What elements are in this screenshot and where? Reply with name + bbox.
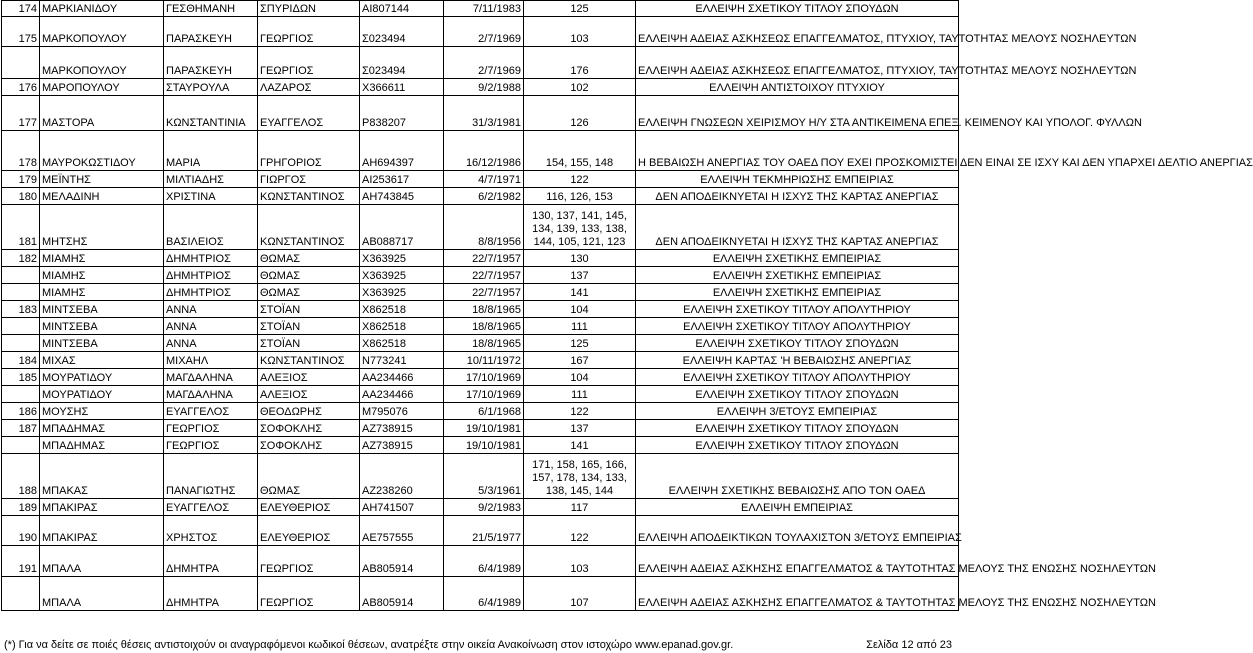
birth-date-cell: 9/2/1983 [444, 499, 524, 516]
birth-date-cell: 18/8/1965 [444, 301, 524, 318]
position-codes-cell: 130, 137, 141, 145, 134, 139, 133, 138, 144, 105, 121, 123 [524, 205, 636, 250]
birth-date-cell: 17/10/1969 [444, 369, 524, 386]
birth-date-cell: 5/3/1961 [444, 454, 524, 499]
rejection-reason-cell: ΕΛΛΕΙΨΗ ΣΧΕΤΙΚΟΥ ΤΙΤΛΟΥ ΑΠΟΛΥΤΗΡΙΟΥ [636, 318, 959, 335]
father-name-cell: ΕΛΕΥΘΕΡΙΟΣ [258, 516, 360, 546]
surname-cell: ΜΠΑΚΑΣ [40, 454, 164, 499]
surname-cell: ΜΠΑΛΑ [40, 546, 164, 577]
row-number: 179 [2, 171, 40, 188]
first-name-cell: ΒΑΣΙΛΕΙΟΣ [164, 205, 258, 250]
table-row [2, 301, 959, 318]
father-name-cell: ΣΤΟΪΑΝ [258, 318, 360, 335]
table-row [2, 577, 959, 611]
father-name-cell: ΓΕΩΡΓΙΟΣ [258, 577, 360, 611]
table-row [2, 369, 959, 386]
id-number-cell: Ρ838207 [360, 96, 444, 131]
first-name-cell: ΔΗΜΗΤΡΙΟΣ [164, 250, 258, 267]
id-number-cell: ΑΗ694397 [360, 131, 444, 171]
id-number-cell: Χ862518 [360, 301, 444, 318]
first-name-cell: ΓΕΩΡΓΙΟΣ [164, 437, 258, 454]
rejection-reason-cell: ΕΛΛΕΙΨΗ ΣΧΕΤΙΚΟΥ ΤΙΤΛΟΥ ΣΠΟΥΔΩΝ [636, 1, 959, 17]
first-name-cell: ΜΙΛΤΙΑΔΗΣ [164, 171, 258, 188]
position-codes-cell: 171, 158, 165, 166, 157, 178, 134, 133, 138, 145, 144 [524, 454, 636, 499]
table-row [2, 250, 959, 267]
table-row [2, 171, 959, 188]
first-name-cell: ΜΑΓΔΑΛΗΝΑ [164, 369, 258, 386]
birth-date-cell: 18/8/1965 [444, 335, 524, 352]
father-name-cell: ΘΕΟΔΩΡΗΣ [258, 403, 360, 420]
id-number-cell: ΑΑ234466 [360, 386, 444, 403]
position-codes-cell: 126 [524, 96, 636, 131]
row-number [2, 267, 40, 284]
birth-date-cell: 22/7/1957 [444, 284, 524, 301]
surname-cell: ΜΙΝΤΣΕΒΑ [40, 318, 164, 335]
applicants-table [1, 0, 1253, 611]
father-name-cell: ΣΤΟΪΑΝ [258, 335, 360, 352]
table-row [2, 267, 959, 284]
father-name-cell: ΣΠΥΡΙΔΩΝ [258, 1, 360, 17]
birth-date-cell: 6/1/1968 [444, 403, 524, 420]
surname-cell: ΜΑΡΚΙΑΝΙΔΟΥ [40, 1, 164, 17]
id-number-cell: ΑΗ743845 [360, 188, 444, 205]
birth-date-cell: 19/10/1981 [444, 420, 524, 437]
position-codes-cell: 116, 126, 153 [524, 188, 636, 205]
rejection-reason-cell: ΕΛΛΕΙΨΗ ΑΔΕΙΑΣ ΑΣΚΗΣΕΩΣ ΕΠΑΓΓΕΛΜΑΤΟΣ, ΠΤΥΧΙΟΥ, ΤΑΥΤΟΤΗΤΑΣ ΜΕΛΟΥΣ ΝΟΣΗΛΕΥΤΩΝ [636, 47, 959, 79]
row-number: 185 [2, 369, 40, 386]
rejection-reason-cell: ΔΕΝ ΑΠΟΔΕΙΚΝΥΕΤΑΙ Η ΙΣΧΥΣ ΤΗΣ ΚΑΡΤΑΣ ΑΝΕΡΓΙΑΣ [636, 188, 959, 205]
position-codes-cell: 104 [524, 369, 636, 386]
rejection-reason-cell: ΕΛΛΕΙΨΗ ΑΔΕΙΑΣ ΑΣΚΗΣΗΣ ΕΠΑΓΓΕΛΜΑΤΟΣ & ΤΑΥΤΟΤΗΤΑΣ ΜΕΛΟΥΣ ΤΗΣ ΕΝΩΣΗΣ ΝΟΣΗΛΕΥΤΩΝ [636, 546, 959, 577]
id-number-cell: ΑΒ805914 [360, 577, 444, 611]
rejection-reason-cell: ΕΛΛΕΙΨΗ ΚΑΡΤΑΣ 'Η ΒΕΒΑΙΩΣΗΣ ΑΝΕΡΓΙΑΣ [636, 352, 959, 369]
first-name-cell: ΑΝΝΑ [164, 318, 258, 335]
birth-date-cell: 8/8/1956 [444, 205, 524, 250]
id-number-cell: ΑΙ807144 [360, 1, 444, 17]
father-name-cell: ΣΤΟΪΑΝ [258, 301, 360, 318]
father-name-cell: ΣΟΦΟΚΛΗΣ [258, 420, 360, 437]
rejection-reason-cell: ΕΛΛΕΙΨΗ ΣΧΕΤΙΚΗΣ ΕΜΠΕΙΡΙΑΣ [636, 267, 959, 284]
rejection-reason-cell: ΕΛΛΕΙΨΗ ΑΔΕΙΑΣ ΑΣΚΗΣΗΣ ΕΠΑΓΓΕΛΜΑΤΟΣ & ΤΑΥΤΟΤΗΤΑΣ ΜΕΛΟΥΣ ΤΗΣ ΕΝΩΣΗΣ ΝΟΣΗΛΕΥΤΩΝ [636, 577, 959, 611]
table-row [2, 516, 959, 546]
father-name-cell: ΚΩΝΣΤΑΝΤΙΝΟΣ [258, 205, 360, 250]
id-number-cell: ΑΗ741507 [360, 499, 444, 516]
row-number: 174 [2, 1, 40, 17]
position-codes-cell: 122 [524, 171, 636, 188]
table-row [2, 420, 959, 437]
table-row [2, 1, 959, 17]
position-codes-cell: 122 [524, 403, 636, 420]
father-name-cell: ΘΩΜΑΣ [258, 267, 360, 284]
father-name-cell: ΓΕΩΡΓΙΟΣ [258, 47, 360, 79]
table-row [2, 499, 959, 516]
father-name-cell: ΑΛΕΞΙΟΣ [258, 386, 360, 403]
rejection-reason-cell: ΕΛΛΕΙΨΗ ΣΧΕΤΙΚΗΣ ΒΕΒΑΙΩΣΗΣ ΑΠΟ ΤΟΝ ΟΑΕΔ [636, 454, 959, 499]
table-row [2, 131, 959, 171]
table-row [2, 17, 959, 47]
birth-date-cell: 2/7/1969 [444, 17, 524, 47]
id-number-cell: ΑΙ253617 [360, 171, 444, 188]
father-name-cell: ΣΟΦΟΚΛΗΣ [258, 437, 360, 454]
position-codes-cell: 154, 155, 148 [524, 131, 636, 171]
first-name-cell: ΕΥΑΓΓΕΛΟΣ [164, 403, 258, 420]
surname-cell: ΜΑΡΟΠΟΥΛΟΥ [40, 79, 164, 96]
position-codes-cell: 103 [524, 546, 636, 577]
id-number-cell: Ν773241 [360, 352, 444, 369]
id-number-cell: ΑΒ088717 [360, 205, 444, 250]
birth-date-cell: 6/4/1989 [444, 546, 524, 577]
table-row [2, 205, 959, 250]
page-number: Σελίδα 12 από 23 [866, 639, 952, 651]
position-codes-cell: 130 [524, 250, 636, 267]
father-name-cell: ΑΛΕΞΙΟΣ [258, 369, 360, 386]
row-number: 183 [2, 301, 40, 318]
table-row [2, 96, 959, 131]
position-codes-cell: 104 [524, 301, 636, 318]
position-codes-cell: 137 [524, 420, 636, 437]
surname-cell: ΜΙΧΑΣ [40, 352, 164, 369]
position-codes-cell: 102 [524, 79, 636, 96]
surname-cell: ΜΟΥΣΗΣ [40, 403, 164, 420]
row-number: 189 [2, 499, 40, 516]
position-codes-cell: 125 [524, 1, 636, 17]
first-name-cell: ΔΗΜΗΤΡΑ [164, 577, 258, 611]
position-codes-cell: 167 [524, 352, 636, 369]
row-number [2, 577, 40, 611]
position-codes-cell: 176 [524, 47, 636, 79]
first-name-cell: ΠΑΝΑΓΙΩΤΗΣ [164, 454, 258, 499]
first-name-cell: ΔΗΜΗΤΡΙΟΣ [164, 284, 258, 301]
birth-date-cell: 18/8/1965 [444, 318, 524, 335]
first-name-cell: ΣΤΑΥΡΟΥΛΑ [164, 79, 258, 96]
surname-cell: ΜΕΪΝΤΗΣ [40, 171, 164, 188]
surname-cell: ΜΑΡΚΟΠΟΥΛΟΥ [40, 17, 164, 47]
table-row [2, 284, 959, 301]
birth-date-cell: 10/11/1972 [444, 352, 524, 369]
id-number-cell: Χ363925 [360, 250, 444, 267]
surname-cell: ΜΠΑΛΑ [40, 577, 164, 611]
father-name-cell: ΚΩΝΣΤΑΝΤΙΝΟΣ [258, 188, 360, 205]
rejection-reason-cell: ΕΛΛΕΙΨΗ ΤΕΚΜΗΡΙΩΣΗΣ ΕΜΠΕΙΡΙΑΣ [636, 171, 959, 188]
table-row [2, 79, 959, 96]
row-number [2, 386, 40, 403]
father-name-cell: ΓΡΗΓΟΡΙΟΣ [258, 131, 360, 171]
id-number-cell: Χ862518 [360, 318, 444, 335]
position-codes-cell: 103 [524, 17, 636, 47]
table-row [2, 47, 959, 79]
surname-cell: ΜΙΝΤΣΕΒΑ [40, 301, 164, 318]
surname-cell: ΜΙΑΜΗΣ [40, 267, 164, 284]
table-row [2, 454, 959, 499]
first-name-cell: ΜΑΓΔΑΛΗΝΑ [164, 386, 258, 403]
birth-date-cell: 22/7/1957 [444, 250, 524, 267]
surname-cell: ΜΙΝΤΣΕΒΑ [40, 335, 164, 352]
table-row [2, 403, 959, 420]
father-name-cell: ΕΛΕΥΘΕΡΙΟΣ [258, 499, 360, 516]
row-number: 181 [2, 205, 40, 250]
birth-date-cell: 17/10/1969 [444, 386, 524, 403]
surname-cell: ΜΠΑΔΗΜΑΣ [40, 420, 164, 437]
first-name-cell: ΠΑΡΑΣΚΕΥΗ [164, 47, 258, 79]
father-name-cell: ΕΥΑΓΓΕΛΟΣ [258, 96, 360, 131]
birth-date-cell: 22/7/1957 [444, 267, 524, 284]
rejection-reason-cell: ΕΛΛΕΙΨΗ ΣΧΕΤΙΚΟΥ ΤΙΤΛΟΥ ΑΠΟΛΥΤΗΡΙΟΥ [636, 301, 959, 318]
rejection-reason-cell: ΕΛΛΕΙΨΗ ΣΧΕΤΙΚΟΥ ΤΙΤΛΟΥ ΑΠΟΛΥΤΗΡΙΟΥ [636, 369, 959, 386]
first-name-cell: ΜΙΧΑΗΛ [164, 352, 258, 369]
row-number: 186 [2, 403, 40, 420]
rejection-reason-cell: ΔΕΝ ΑΠΟΔΕΙΚΝΥΕΤΑΙ Η ΙΣΧΥΣ ΤΗΣ ΚΑΡΤΑΣ ΑΝΕΡΓΙΑΣ [636, 205, 959, 250]
birth-date-cell: 9/2/1988 [444, 79, 524, 96]
surname-cell: ΜΑΣΤΟΡΑ [40, 96, 164, 131]
surname-cell: ΜΠΑΔΗΜΑΣ [40, 437, 164, 454]
surname-cell: ΜΕΛΑΔΙΝΗ [40, 188, 164, 205]
rejection-reason-cell: ΕΛΛΕΙΨΗ ΣΧΕΤΙΚΗΣ ΕΜΠΕΙΡΙΑΣ [636, 284, 959, 301]
birth-date-cell: 7/11/1983 [444, 1, 524, 17]
row-number: 178 [2, 131, 40, 171]
position-codes-cell: 117 [524, 499, 636, 516]
first-name-cell: ΜΑΡΙΑ [164, 131, 258, 171]
row-number: 184 [2, 352, 40, 369]
position-codes-cell: 141 [524, 284, 636, 301]
first-name-cell: ΠΑΡΑΣΚΕΥΗ [164, 17, 258, 47]
id-number-cell: Χ862518 [360, 335, 444, 352]
birth-date-cell: 31/3/1981 [444, 96, 524, 131]
first-name-cell: ΧΡΗΣΤΟΣ [164, 516, 258, 546]
birth-date-cell: 6/4/1989 [444, 577, 524, 611]
row-number: 180 [2, 188, 40, 205]
rejection-reason-cell: ΕΛΛΕΙΨΗ ΣΧΕΤΙΚΟΥ ΤΙΤΛΟΥ ΣΠΟΥΔΩΝ [636, 386, 959, 403]
surname-cell: ΜΙΑΜΗΣ [40, 250, 164, 267]
surname-cell: ΜΑΥΡΟΚΩΣΤΙΔΟΥ [40, 131, 164, 171]
father-name-cell: ΘΩΜΑΣ [258, 454, 360, 499]
id-number-cell: ΑΒ805914 [360, 546, 444, 577]
id-number-cell: Σ023494 [360, 47, 444, 79]
table-row [2, 437, 959, 454]
first-name-cell: ΑΝΝΑ [164, 301, 258, 318]
row-number: 182 [2, 250, 40, 267]
birth-date-cell: 6/2/1982 [444, 188, 524, 205]
rejection-reason-cell: ΕΛΛΕΙΨΗ ΣΧΕΤΙΚΟΥ ΤΙΤΛΟΥ ΣΠΟΥΔΩΝ [636, 437, 959, 454]
surname-cell: ΜΗΤΣΗΣ [40, 205, 164, 250]
rejection-reason-cell: ΕΛΛΕΙΨΗ ΑΝΤΙΣΤΟΙΧΟΥ ΠΤΥΧΙΟΥ [636, 79, 959, 96]
birth-date-cell: 21/5/1977 [444, 516, 524, 546]
rejection-reason-cell: ΕΛΛΕΙΨΗ ΣΧΕΤΙΚΗΣ ΕΜΠΕΙΡΙΑΣ [636, 250, 959, 267]
father-name-cell: ΛΑΖΑΡΟΣ [258, 79, 360, 96]
row-number [2, 437, 40, 454]
first-name-cell: ΓΕΩΡΓΙΟΣ [164, 420, 258, 437]
table-row [2, 386, 959, 403]
position-codes-cell: 111 [524, 386, 636, 403]
birth-date-cell: 19/10/1981 [444, 437, 524, 454]
first-name-cell: ΕΥΑΓΓΕΛΟΣ [164, 499, 258, 516]
rejection-reason-cell: Η ΒΕΒΑΙΩΣΗ ΑΝΕΡΓΙΑΣ ΤΟΥ ΟΑΕΔ ΠΟΥ ΕΧΕΙ ΠΡΟΣΚΟΜΙΣΤΕΙ ΔΕΝ ΕΙΝΑΙ ΣΕ ΙΣΧΥ ΚΑΙ ΔΕΝ ΥΠΑΡΧΕΙ ΔΕΛΤΙΟ ΑΝΕΡΓΙΑΣ [636, 131, 959, 171]
table-row [2, 546, 959, 577]
birth-date-cell: 2/7/1969 [444, 47, 524, 79]
father-name-cell: ΚΩΝΣΤΑΝΤΙΝΟΣ [258, 352, 360, 369]
row-number: 175 [2, 17, 40, 47]
surname-cell: ΜΟΥΡΑΤΙΔΟΥ [40, 369, 164, 386]
footnote: (*) Για να δείτε σε ποιές θέσεις αντιστοιχούν οι αναγραφόμενοι κωδικοί θέσεων, ανατρέξτε στην οικεία Ανακοίνωση στον ιστοχώρο www.epanad.gov.gr. [4, 639, 734, 651]
id-number-cell: Χ363925 [360, 284, 444, 301]
id-number-cell: ΑΖ738915 [360, 437, 444, 454]
position-codes-cell: 122 [524, 516, 636, 546]
birth-date-cell: 4/7/1971 [444, 171, 524, 188]
position-codes-cell: 137 [524, 267, 636, 284]
surname-cell: ΜΟΥΡΑΤΙΔΟΥ [40, 386, 164, 403]
row-number [2, 335, 40, 352]
table-row [2, 188, 959, 205]
father-name-cell: ΘΩΜΑΣ [258, 250, 360, 267]
id-number-cell: ΑΖ738915 [360, 420, 444, 437]
id-number-cell: Μ795076 [360, 403, 444, 420]
surname-cell: ΜΠΑΚΙΡΑΣ [40, 516, 164, 546]
table-row [2, 335, 959, 352]
id-number-cell: ΑΖ238260 [360, 454, 444, 499]
id-number-cell: Χ366611 [360, 79, 444, 96]
id-number-cell: ΑΕ757555 [360, 516, 444, 546]
table-row [2, 352, 959, 369]
father-name-cell: ΘΩΜΑΣ [258, 284, 360, 301]
page-footer [0, 636, 960, 653]
row-number: 187 [2, 420, 40, 437]
table-row [2, 318, 959, 335]
father-name-cell: ΓΕΩΡΓΙΟΣ [258, 546, 360, 577]
id-number-cell: Σ023494 [360, 17, 444, 47]
first-name-cell: ΚΩΝΣΤΑΝΤΙΝΙΑ [164, 96, 258, 131]
position-codes-cell: 141 [524, 437, 636, 454]
row-number: 176 [2, 79, 40, 96]
rejection-reason-cell: ΕΛΛΕΙΨΗ ΑΔΕΙΑΣ ΑΣΚΗΣΕΩΣ ΕΠΑΓΓΕΛΜΑΤΟΣ, ΠΤΥΧΙΟΥ, ΤΑΥΤΟΤΗΤΑΣ ΜΕΛΟΥΣ ΝΟΣΗΛΕΥΤΩΝ [636, 17, 959, 47]
rejection-reason-cell: ΕΛΛΕΙΨΗ ΣΧΕΤΙΚΟΥ ΤΙΤΛΟΥ ΣΠΟΥΔΩΝ [636, 420, 959, 437]
row-number: 191 [2, 546, 40, 577]
first-name-cell: ΔΗΜΗΤΡΑ [164, 546, 258, 577]
row-number [2, 47, 40, 79]
rejection-reason-cell: ΕΛΛΕΙΨΗ ΣΧΕΤΙΚΟΥ ΤΙΤΛΟΥ ΣΠΟΥΔΩΝ [636, 335, 959, 352]
row-number: 190 [2, 516, 40, 546]
rejection-reason-cell: ΕΛΛΕΙΨΗ ΑΠΟΔΕΙΚΤΙΚΩΝ ΤΟΥΛΑΧΙΣΤΟΝ 3/ΕΤΟΥΣ ΕΜΠΕΙΡΙΑΣ [636, 516, 959, 546]
rejection-reason-cell: ΕΛΛΕΙΨΗ ΓΝΩΣΕΩΝ ΧΕΙΡΙΣΜΟΥ Η/Υ ΣΤΑ ΑΝΤΙΚΕΙΜΕΝΑ ΕΠΕΞ. ΚΕΙΜΕΝΟΥ ΚΑΙ ΥΠΟΛΟΓ. ΦΥΛΛΩΝ [636, 96, 959, 131]
first-name-cell: ΔΗΜΗΤΡΙΟΣ [164, 267, 258, 284]
surname-cell: ΜΠΑΚΙΡΑΣ [40, 499, 164, 516]
surname-cell: ΜΙΑΜΗΣ [40, 284, 164, 301]
position-codes-cell: 107 [524, 577, 636, 611]
rejection-reason-cell: ΕΛΛΕΙΨΗ 3/ΕΤΟΥΣ ΕΜΠΕΙΡΙΑΣ [636, 403, 959, 420]
first-name-cell: ΓΕΣΘΗΜΑΝΗ [164, 1, 258, 17]
id-number-cell: ΑΑ234466 [360, 369, 444, 386]
surname-cell: ΜΑΡΚΟΠΟΥΛΟΥ [40, 47, 164, 79]
father-name-cell: ΓΕΩΡΓΙΟΣ [258, 17, 360, 47]
row-number: 188 [2, 454, 40, 499]
rejection-reason-cell: ΕΛΛΕΙΨΗ ΕΜΠΕΙΡΙΑΣ [636, 499, 959, 516]
father-name-cell: ΓΙΩΡΓΟΣ [258, 171, 360, 188]
position-codes-cell: 125 [524, 335, 636, 352]
first-name-cell: ΧΡΙΣΤΙΝΑ [164, 188, 258, 205]
row-number: 177 [2, 96, 40, 131]
position-codes-cell: 111 [524, 318, 636, 335]
first-name-cell: ΑΝΝΑ [164, 335, 258, 352]
id-number-cell: Χ363925 [360, 267, 444, 284]
row-number [2, 284, 40, 301]
row-number [2, 318, 40, 335]
birth-date-cell: 16/12/1986 [444, 131, 524, 171]
